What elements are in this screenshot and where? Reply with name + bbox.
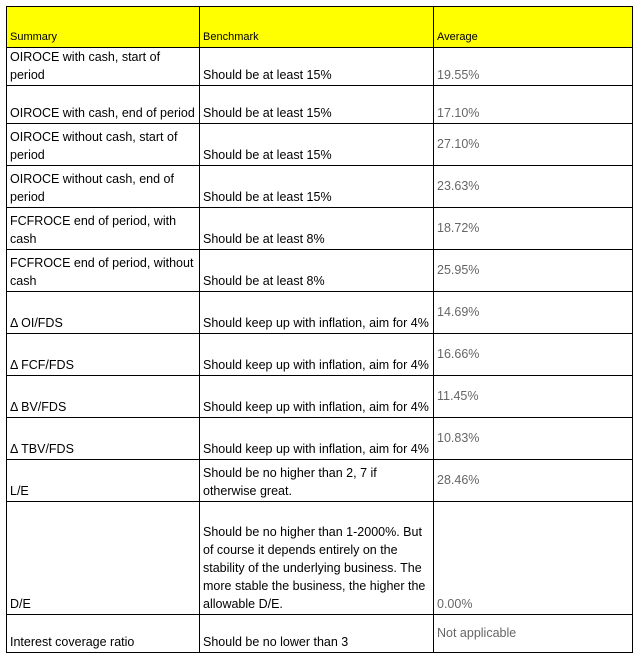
table-row bbox=[7, 292, 633, 334]
summary-table bbox=[6, 6, 633, 653]
average-cell: 14.69% bbox=[434, 292, 633, 334]
table-row bbox=[7, 208, 633, 250]
benchmark-header: Benchmark bbox=[200, 7, 434, 48]
summary-cell: Interest coverage ratio bbox=[7, 615, 200, 653]
table-row bbox=[7, 250, 633, 292]
summary-cell: OIROCE with cash, end of period bbox=[7, 86, 200, 124]
average-cell: 18.72% bbox=[434, 208, 633, 250]
benchmark-cell: Should keep up with inflation, aim for 4% bbox=[200, 418, 434, 460]
benchmark-cell: Should keep up with inflation, aim for 4% bbox=[200, 292, 434, 334]
table-row bbox=[7, 334, 633, 376]
average-header: Average bbox=[434, 7, 633, 48]
benchmark-cell: Should be at least 15% bbox=[200, 124, 434, 166]
table-row bbox=[7, 48, 633, 86]
average-cell: 19.55% bbox=[434, 48, 633, 86]
summary-header: Summary bbox=[7, 7, 200, 48]
table-row bbox=[7, 86, 633, 124]
summary-cell: Δ BV/FDS bbox=[7, 376, 200, 418]
summary-cell: D/E bbox=[7, 502, 200, 615]
benchmark-cell: Should be no higher than 2, 7 if otherwise great. bbox=[200, 460, 434, 502]
summary-cell: OIROCE without cash, end of period bbox=[7, 166, 200, 208]
benchmark-cell: Should be no lower than 3 bbox=[200, 615, 434, 653]
average-cell: 16.66% bbox=[434, 334, 633, 376]
summary-cell: Δ FCF/FDS bbox=[7, 334, 200, 376]
benchmark-cell: Should be at least 15% bbox=[200, 48, 434, 86]
average-cell: Not applicable bbox=[434, 615, 633, 653]
benchmark-cell: Should keep up with inflation, aim for 4% bbox=[200, 334, 434, 376]
summary-cell: Δ OI/FDS bbox=[7, 292, 200, 334]
average-cell: 0.00% bbox=[434, 502, 633, 615]
table-row bbox=[7, 166, 633, 208]
table-row bbox=[7, 376, 633, 418]
benchmark-cell: Should keep up with inflation, aim for 4% bbox=[200, 376, 434, 418]
average-cell: 10.83% bbox=[434, 418, 633, 460]
benchmark-cell: Should be at least 8% bbox=[200, 250, 434, 292]
summary-cell: OIROCE without cash, start of period bbox=[7, 124, 200, 166]
benchmark-cell: Should be at least 8% bbox=[200, 208, 434, 250]
summary-cell: FCFROCE end of period, with cash bbox=[7, 208, 200, 250]
average-cell: 23.63% bbox=[434, 166, 633, 208]
summary-cell: L/E bbox=[7, 460, 200, 502]
benchmark-cell: Should be no higher than 1-2000%. But of course it depends entirely on the stability of the underlying business. The more stable the business, the higher the allowable D/E. bbox=[200, 502, 434, 615]
average-cell: 25.95% bbox=[434, 250, 633, 292]
table-row bbox=[7, 615, 633, 653]
table-row bbox=[7, 124, 633, 166]
header-row bbox=[7, 7, 633, 48]
benchmark-cell: Should be at least 15% bbox=[200, 166, 434, 208]
summary-cell: OIROCE with cash, start of period bbox=[7, 48, 200, 86]
table-row bbox=[7, 502, 633, 615]
average-cell: 27.10% bbox=[434, 124, 633, 166]
average-cell: 17.10% bbox=[434, 86, 633, 124]
average-cell: 28.46% bbox=[434, 460, 633, 502]
benchmark-cell: Should be at least 15% bbox=[200, 86, 434, 124]
average-cell: 11.45% bbox=[434, 376, 633, 418]
summary-cell: Δ TBV/FDS bbox=[7, 418, 200, 460]
summary-cell: FCFROCE end of period, without cash bbox=[7, 250, 200, 292]
table-row bbox=[7, 418, 633, 460]
table-row bbox=[7, 460, 633, 502]
